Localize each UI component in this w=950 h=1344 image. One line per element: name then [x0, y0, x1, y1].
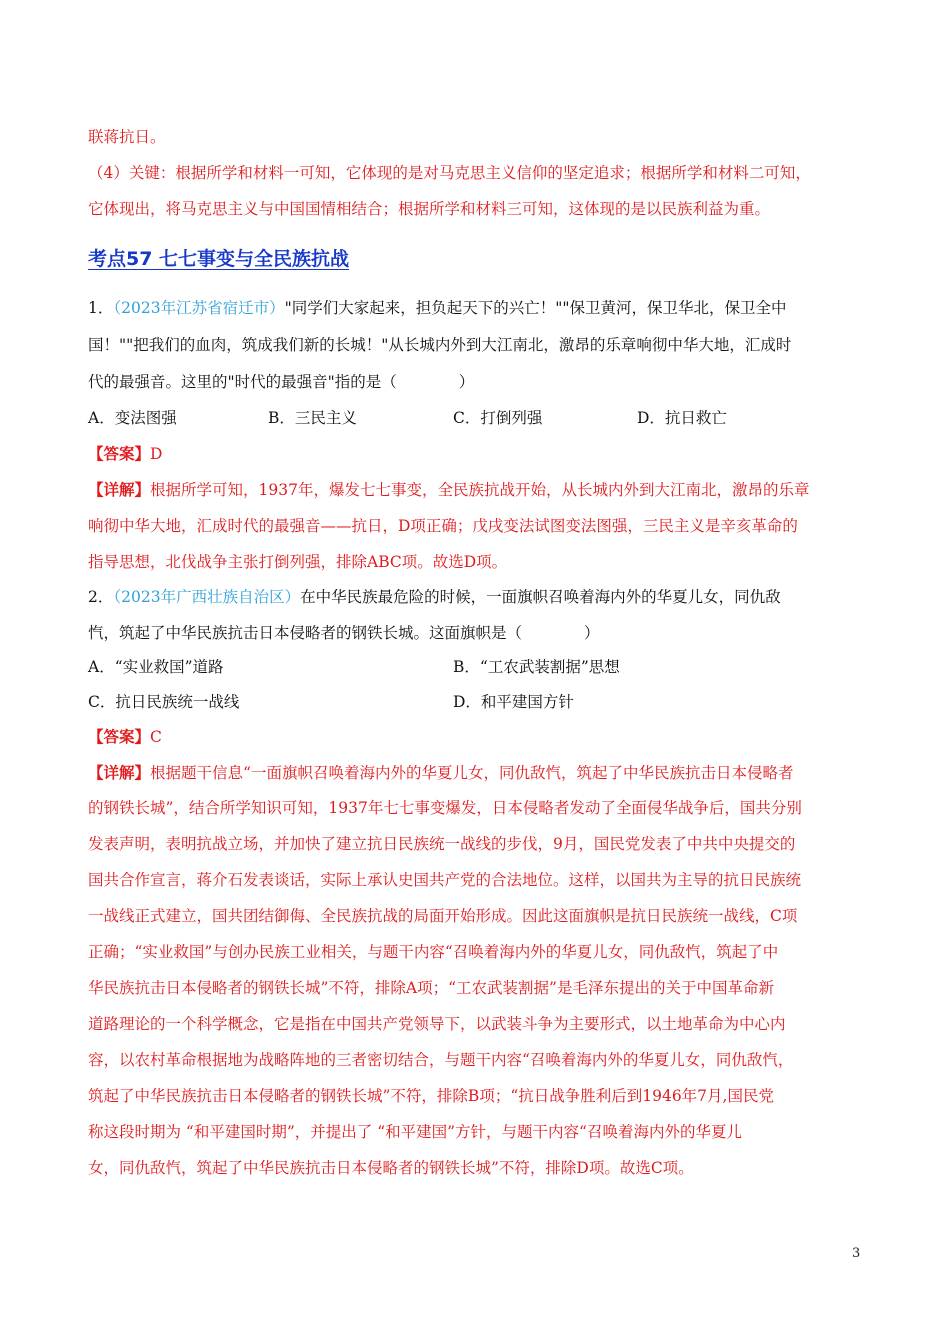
prev-answer-line-2: （4）关键：根据所学和材料一可知，它体现的是对马克思主义信仰的坚定追求；根据所学和材料二可知， [88, 164, 811, 182]
q2-detail-line-11: 称这段时期为 “和平建国时期”，并提出了 “和平建国”方针，与题干内容“召唤着海内外的华夏儿 [88, 1123, 742, 1141]
q1-answer-value: D [150, 445, 163, 463]
q1-answer-label: 【答案】 [88, 444, 151, 463]
q2-option-c: C．抗日民族统一战线 [88, 693, 240, 711]
q2-detail-line-6: 正确；“实业救国”与创办民族工业相关，与题干内容“召唤着海内外的华夏儿女，同仇敌忾，筑起了中 [88, 943, 779, 961]
q2-detail-line-3: 发表声明，表明抗战立场，并加快了建立抗日民族统一战线的步伐，9月，国民党发表了中共中央提交的 [88, 835, 796, 853]
q2-detail-line-1 [88, 762, 868, 784]
q1-detail-line-2: 响彻中华大地，汇成时代的最强音——抗日，D项正确；戊戌变法试图变法图强，三民主义是辛亥革命的 [88, 517, 798, 535]
q2-detail-line-9: 容，以农村革命根据地为战略阵地的三者密切结合，与题干内容“召唤着海内外的华夏儿女，同仇敌忾， [88, 1051, 794, 1069]
q1-option-a: A．变法图强 [88, 409, 177, 427]
q2-number: 2． [88, 588, 114, 606]
q1-detail-line-1 [88, 479, 868, 501]
q2-stem-line-2: 忾，筑起了中华民族抗击日本侵略者的钢铁长城。这面旗帜是（ ） [88, 624, 600, 642]
prev-answer-line-1: 联蒋抗日。 [88, 128, 166, 146]
q1-stem-line-3: 代的最强音。这里的"时代的最强音"指的是（ ） [88, 373, 475, 391]
q1-option-c: C．打倒列强 [453, 409, 543, 427]
q2-detail-line-5: 一战线正式建立，国共团结御侮、全民族抗战的局面开始形成。因此这面旗帜是抗日民族统一战线，C项 [88, 907, 798, 925]
q2-answer-value: C [150, 728, 162, 746]
q2-detail-line-4: 国共合作宣言，蒋介石发表谈话，实际上承认史国共产党的合法地位。这样，以国共为主导的抗日民族统 [88, 871, 802, 889]
q1-detail-label: 【详解】 [88, 480, 151, 499]
q1-stem-text: "同学们大家起来，担负起天下的兴亡！""保卫黄河，保卫华北，保卫全中 [284, 299, 787, 317]
q1-option-b: B．三民主义 [268, 409, 357, 427]
q1-option-d: D．抗日救亡 [637, 409, 727, 427]
q1-detail-text: 根据所学可知，1937年，爆发七七事变，全民族抗战开始，从长城内外到大江南北，激昂的乐章 [150, 481, 810, 499]
q1-number: 1． [88, 299, 114, 317]
q2-detail-line-8: 道路理论的一个科学概念，它是指在中国共产党领导下，以武装斗争为主要形式，以土地革命为中心内 [88, 1015, 786, 1033]
q2-detail-line-2: 的钢铁长城”，结合所学知识可知，1937年七七事变爆发，日本侵略者发动了全面侵华战争后，国共分别 [88, 799, 802, 817]
q2-option-a: A．“实业救国”道路 [88, 658, 224, 676]
prev-answer-line-3: 它体现出，将马克思主义与中国国情相结合；根据所学和材料三可知，这体现的是以民族利益为重。 [88, 200, 771, 218]
q1-answer [88, 443, 868, 465]
q1-stem-line-1 [88, 297, 868, 319]
q1-source: （2023年江苏省宿迁市） [113, 299, 285, 317]
q2-stem-line-1 [88, 586, 868, 608]
q2-answer [88, 726, 868, 748]
q1-stem-line-2: 国！""把我们的血肉，筑成我们新的长城！"从长城内外到大江南北，激昂的乐章响彻中华大地，汇成时 [88, 336, 792, 354]
q2-option-d: D．和平建国方针 [453, 693, 574, 711]
q2-answer-label: 【答案】 [88, 727, 151, 746]
q2-detail-line-7: 华民族抗击日本侵略者的钢铁长城”不符，排除A项；“工农武装割据”是毛泽东提出的关于中国革命新 [88, 979, 774, 997]
q2-option-b: B．“工农武装割据”思想 [453, 658, 620, 676]
q2-detail-line-10: 筑起了中华民族抗击日本侵略者的钢铁长城”不符，排除B项；“抗日战争胜利后到1946年7月,国民党 [88, 1087, 774, 1105]
q2-detail-text: 根据题干信息“一面旗帜召唤着海内外的华夏儿女，同仇敌忾，筑起了中华民族抗击日本侵略者 [150, 764, 794, 782]
q2-stem-text: 在中华民族最危险的时候，一面旗帜召唤着海内外的华夏儿女，同仇敌 [300, 588, 781, 606]
q2-detail-line-12: 女，同仇敌忾，筑起了中华民族抗击日本侵略者的钢铁长城”不符，排除D项。故选C项。 [88, 1159, 694, 1177]
page-number: 3 [852, 1246, 861, 1261]
q2-source: （2023年广西壮族自治区） [113, 588, 301, 606]
q2-detail-label: 【详解】 [88, 763, 151, 782]
section-title: 考点57 七七事变与全民族抗战 [88, 248, 350, 270]
q1-detail-line-3: 指导思想，北伐战争主张打倒列强，排除ABC项。故选D项。 [88, 553, 508, 571]
